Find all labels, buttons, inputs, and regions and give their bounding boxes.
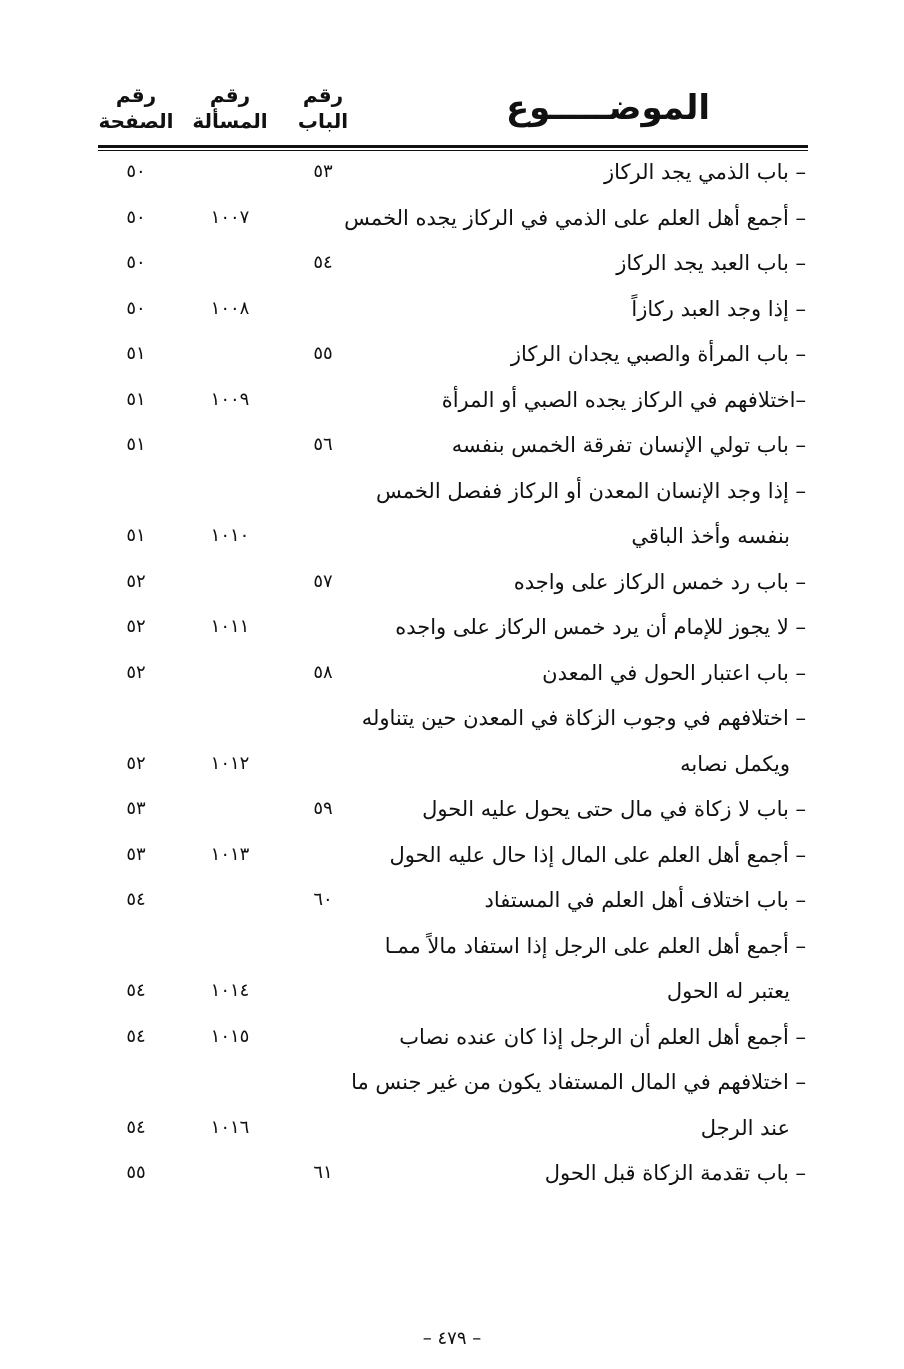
table-row — [0, 1106, 904, 1150]
topic-text-continuation: يعتبر له الحول — [666, 979, 790, 1003]
topic-text: – باب تقدمة الزكاة قبل الحول — [544, 1161, 806, 1185]
chapter-number: ٦٠ — [313, 889, 333, 910]
topic-text: – أجمع أهل العلم على الرجل إذا استفاد مالاً ممـا — [384, 934, 806, 958]
page-number-cell: ٥٤ — [126, 980, 146, 1001]
page-number-cell: ٥٣ — [126, 844, 146, 865]
page-number-cell: ٥٤ — [126, 889, 146, 910]
topic-text: – باب رد خمس الركاز على واجده — [513, 570, 806, 594]
table-row — [0, 196, 904, 240]
topic-text: – باب المرأة والصبي يجدان الركاز — [510, 342, 806, 366]
table-row — [0, 287, 904, 331]
column-header-page-line2: الصفحة — [98, 109, 174, 133]
topic-text: – باب العبد يجد الركاز — [616, 251, 806, 275]
table-row — [0, 924, 904, 968]
table-row — [0, 696, 904, 740]
page-number-cell: ٥٢ — [126, 616, 146, 637]
issue-number: ١٠١٤ — [210, 980, 250, 1001]
table-row — [0, 969, 904, 1013]
topic-text: –اختلافهم في الركاز يجده الصبي أو المرأة — [441, 388, 806, 412]
column-header-chapter — [288, 82, 358, 134]
column-header-chapter-line1: رقم — [302, 83, 344, 107]
chapter-number: ٥٨ — [313, 662, 333, 683]
page-number-cell: ٥٠ — [126, 252, 146, 273]
table-row — [0, 787, 904, 831]
chapter-number: ٥٣ — [313, 161, 333, 182]
topic-text: – أجمع أهل العلم على الذمي في الركاز يجده الخمس — [344, 206, 806, 230]
issue-number: ١٠١٠ — [210, 525, 250, 546]
page-number-cell: ٥٢ — [126, 571, 146, 592]
topic-text-continuation: ويكمل نصابه — [680, 752, 790, 776]
issue-number: ١٠١٣ — [210, 844, 250, 865]
page-number-cell: ٥٥ — [126, 1162, 146, 1183]
page-number-cell: ٥٠ — [126, 161, 146, 182]
topic-text-continuation: بنفسه وأخذ الباقي — [631, 524, 790, 548]
table-row — [0, 378, 904, 422]
topic-text: – باب اعتبار الحول في المعدن — [542, 661, 806, 685]
column-header-issue-line1: رقم — [209, 83, 251, 107]
page-number-cell: ٥١ — [126, 525, 146, 546]
issue-number: ١٠١٦ — [210, 1117, 250, 1138]
table-row — [0, 241, 904, 285]
table-row — [0, 605, 904, 649]
issue-number: ١٠١١ — [210, 616, 250, 637]
column-header-page — [96, 82, 176, 134]
column-header-topic: الموضـــــوع — [505, 88, 710, 128]
page-number-cell: ٥١ — [126, 343, 146, 364]
topic-text: – أجمع أهل العلم على المال إذا حال عليه الحول — [389, 843, 806, 867]
page-number-cell: ٥٠ — [126, 207, 146, 228]
topic-text: – اختلافهم في المال المستفاد يكون من غير جنس ما — [351, 1070, 806, 1094]
topic-text: – اختلافهم في وجوب الزكاة في المعدن حين يتناوله — [361, 706, 806, 730]
topic-text-continuation: عند الرجل — [700, 1116, 790, 1140]
page-number-cell: ٥٤ — [126, 1117, 146, 1138]
table-row — [0, 833, 904, 877]
table-row — [0, 742, 904, 786]
issue-number: ١٠٠٧ — [210, 207, 250, 228]
chapter-number: ٦١ — [313, 1162, 333, 1183]
table-row — [0, 150, 904, 194]
table-row — [0, 1015, 904, 1059]
chapter-number: ٥٦ — [313, 434, 333, 455]
page-number: – ٤٧٩ – — [422, 1328, 482, 1349]
table-row — [0, 878, 904, 922]
chapter-number: ٥٩ — [313, 798, 333, 819]
column-header-chapter-line2: الباب — [297, 109, 349, 133]
chapter-number: ٥٤ — [313, 252, 333, 273]
topic-text: – باب تولي الإنسان تفرقة الخمس بنفسه — [451, 433, 806, 457]
topic-text: – إذا وجد الإنسان المعدن أو الركاز ففصل الخمس — [375, 479, 806, 503]
table-row — [0, 514, 904, 558]
topic-text: – لا يجوز للإمام أن يرد خمس الركاز على واجده — [395, 615, 806, 639]
topic-text: – أجمع أهل العلم أن الرجل إذا كان عنده نصاب — [399, 1025, 806, 1049]
column-header-issue — [190, 82, 270, 134]
page-number-cell: ٥٣ — [126, 798, 146, 819]
table-row — [0, 1151, 904, 1195]
issue-number: ١٠٠٨ — [210, 298, 250, 319]
table-row — [0, 332, 904, 376]
issue-number: ١٠٠٩ — [210, 389, 250, 410]
table-row — [0, 1060, 904, 1104]
page-number-cell: ٥١ — [126, 434, 146, 455]
issue-number: ١٠١٥ — [210, 1026, 250, 1047]
topic-text: – إذا وجد العبد ركازاً — [631, 297, 806, 321]
table-row — [0, 423, 904, 467]
page-number-cell: ٥١ — [126, 389, 146, 410]
column-header-page-line1: رقم — [115, 83, 157, 107]
table-row — [0, 469, 904, 513]
topic-text: – باب اختلاف أهل العلم في المستفاد — [484, 888, 806, 912]
page-number-cell: ٥٤ — [126, 1026, 146, 1047]
page-number-cell: ٥٢ — [126, 662, 146, 683]
column-header-issue-line2: المسألة — [192, 109, 268, 133]
chapter-number: ٥٧ — [313, 571, 333, 592]
page-number-cell: ٥٢ — [126, 753, 146, 774]
topic-text: – باب لا زكاة في مال حتى يحول عليه الحول — [422, 797, 806, 821]
page-number-cell: ٥٠ — [126, 298, 146, 319]
table-row — [0, 651, 904, 695]
chapter-number: ٥٥ — [313, 343, 333, 364]
issue-number: ١٠١٢ — [210, 753, 250, 774]
topic-text: – باب الذمي يجد الركاز — [603, 160, 806, 184]
table-row — [0, 560, 904, 604]
header-divider-thick — [98, 145, 808, 148]
